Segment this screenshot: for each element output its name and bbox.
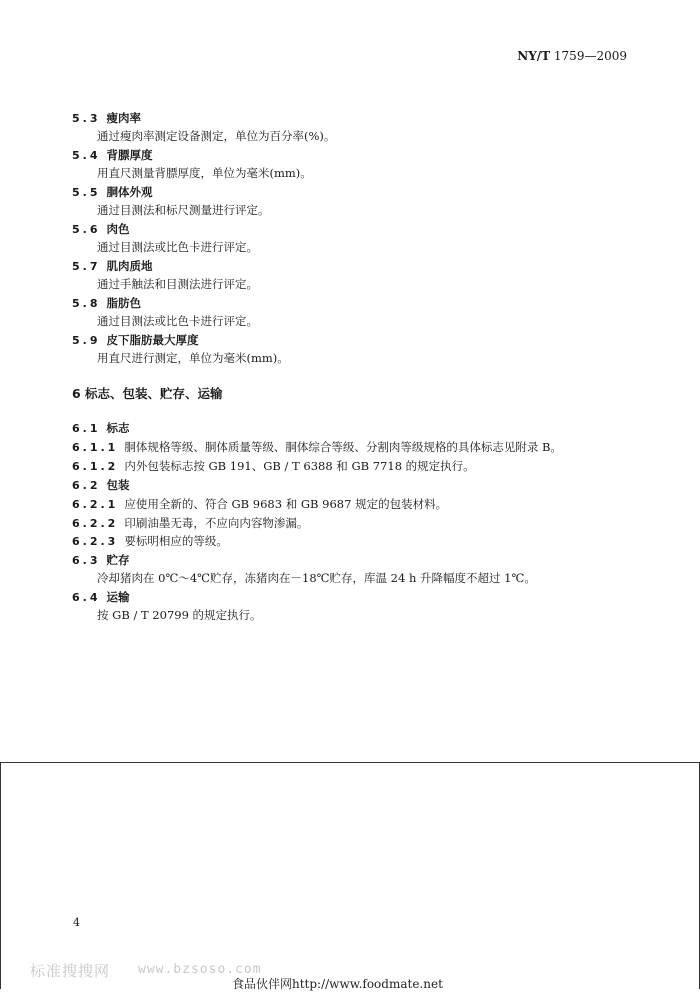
heading-5-6: 5.6 肉色 [72,222,130,236]
source-footer: 食品伙伴网http://www.foodmate.net [232,977,443,991]
heading-5-5: 5.5 胴体外观 [72,185,153,199]
clause-6-1-2: 6.1.2 内外包装标志按 GB 191、GB / T 6388 和 GB 7718 的规定执行。 [72,459,475,473]
body-6-3: 冷却猪肉在 0℃～4℃贮存，冻猪肉在－18℃贮存，库温 24 h 升降幅度不超过 1℃。 [97,571,536,585]
document-code: NY/T 1759—2009 [517,49,627,63]
body-5-5: 通过目测法和标尺测量进行评定。 [97,203,270,217]
clause-6-1-1: 6.1.1 胴体规格等级、胴体质量等级、胴体综合等级、分割肉等级规格的具体标志见附录 B。 [72,440,562,454]
page-frame [0,762,700,989]
body-5-7: 通过手触法和目测法进行评定。 [97,277,258,291]
heading-5-3: 5.3 瘦肉率 [72,111,141,125]
heading-5-7: 5.7 肌肉质地 [72,259,153,273]
heading-6-4: 6.4 运输 [72,590,130,604]
body-5-9: 用直尺进行测定，单位为毫米(mm)。 [97,351,289,365]
body-5-8: 通过目测法或比色卡进行评定。 [97,314,258,328]
clause-6-2-2: 6.2.2 印刷油墨无毒，不应向内容物渗漏。 [72,516,309,530]
heading-5-9: 5.9 皮下脂肪最大厚度 [72,333,199,347]
heading-5-8: 5.8 脂肪色 [72,296,141,310]
body-5-4: 用直尺测量背膘厚度，单位为毫米(mm)。 [97,166,312,180]
watermark-site-name: 标准搜搜网 [30,962,111,980]
heading-5-4: 5.4 背膘厚度 [72,148,153,162]
watermark-url: www.bzsoso.com [138,962,262,977]
body-5-6: 通过目测法或比色卡进行评定。 [97,240,258,254]
clause-6-2-1: 6.2.1 应使用全新的、符合 GB 9683 和 GB 9687 规定的包装材料。 [72,497,448,511]
chapter-6-title: 6 标志、包装、贮存、运输 [72,386,223,401]
heading-6-1: 6.1 标志 [72,421,130,435]
page-number: 4 [73,916,80,929]
body-5-3: 通过瘦肉率测定设备测定，单位为百分率(%)。 [97,129,336,143]
heading-6-2: 6.2 包装 [72,478,130,492]
body-6-4: 按 GB / T 20799 的规定执行。 [97,608,262,622]
heading-6-3: 6.3 贮存 [72,553,130,567]
clause-6-2-3: 6.2.3 要标明相应的等级。 [72,534,228,548]
